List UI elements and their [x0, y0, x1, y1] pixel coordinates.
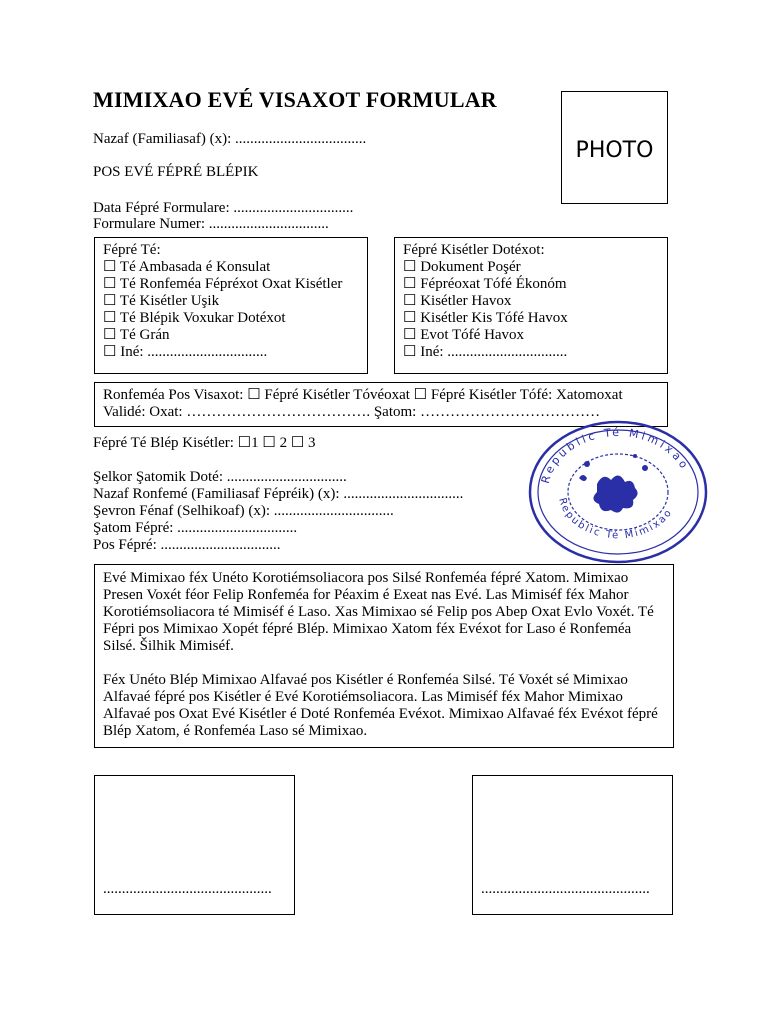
number-field: Formulare Numer: ................................: [93, 216, 329, 232]
entries-field[interactable]: Fépré Té Blép Kisétler: ☐1 ☐ 2 ☐ 3: [93, 435, 316, 451]
documents-option[interactable]: ☐ Dokument Poşér: [403, 259, 521, 275]
entry-type-heading: Fépré Té:: [103, 242, 161, 258]
documents-heading: Fépré Kisétler Dotéxot:: [403, 242, 545, 258]
birth-name-field: Nazaf Ronfemé (Familiasaf Fépréik) (x): ................................: [93, 486, 464, 502]
statement-paragraph: Féx Unéto Blép Mimixao Alfavaé pos Kisétler é Ronfeméa Silsé. Té Voxét sé Mimixao Alfavaé fépré pos Kisétler é Evé Korotiémsoliacora. Las Mimiséf féx Mahor Mimixao Alfavaé pos Oxat Evé Kisétler é Doté Ronfeméa Evéxot. Mimixao Alfavaé féx Evéxot fépré Blép Xatom, é Ronfeméa Laso sé Mimixao.: [103, 672, 658, 739]
documents-option[interactable]: ☐ Iné: ................................: [403, 344, 568, 360]
place-field: Pos Fépré: ................................: [93, 537, 281, 553]
entry-type-option[interactable]: ☐ Té Blépik Voxukar Dotéxot: [103, 310, 286, 326]
documents-option[interactable]: ☐ Evot Tófé Havox: [403, 327, 525, 343]
stamp-outer-text: Republic Té Mimixao: [538, 425, 692, 485]
entry-type-option[interactable]: ☐ Té Kisétler Uşik: [103, 293, 220, 309]
photo-box: [561, 91, 668, 204]
entry-type-box: [94, 237, 368, 374]
documents-box: [394, 237, 668, 374]
statement-paragraph: Evé Mimixao féx Unéto Korotiémsoliacora pos Silsé Ronfeméa fépré Xatom. Mimixao Presen Voxét féor Felip Ronfeméa for Péaxim é Exeat nas Evé. Las Mimiséf féx Mahor Korotiémsoliacora té Mimiséf é Laso. Xas Mimixao sé Felip pos Abep Oxat Evlo Voxét. Té Fépri pos Mimixao Xopét fépré Blép. Mimixao Xatom féx Evéxot for Laso é Ronfeméa Silsé. Šilhik Mimiséf.: [103, 570, 654, 654]
entry-type-option[interactable]: ☐ Iné: ................................: [103, 344, 268, 360]
form-title: MIMIXAO EVÉ VISAXOT FORMULAR: [93, 87, 497, 112]
documents-option[interactable]: ☐ Kisétler Havox: [403, 293, 512, 309]
visa-type-line[interactable]: Ronfeméa Pos Visaxot: ☐ Fépré Kisétler Tóvéoxat ☐ Fépré Kisétler Tófé: Xatomoxat: [103, 387, 623, 403]
issue-date-field: Şatom Fépré: ................................: [93, 520, 298, 536]
signature-box-right[interactable]: [472, 775, 673, 915]
photo-label: PHOTO: [575, 138, 654, 163]
signature-line: .............................................: [481, 881, 650, 897]
official-stamp: [527, 420, 709, 565]
signature-line: .............................................: [103, 881, 272, 897]
entry-type-option[interactable]: ☐ Té Grán: [103, 327, 170, 343]
entry-type-option[interactable]: ☐ Té Ronfeméa Fépréxot Oxat Kisétler: [103, 276, 343, 292]
validity-line[interactable]: Validé: Oxat: ………………………………. Şatom: ………………………………: [103, 404, 601, 420]
pos-heading: POS EVÉ FÉPRÉ BLÉPIK: [93, 164, 259, 180]
stamp-inner-text: Republic Té Mimixao: [556, 496, 676, 542]
documents-option[interactable]: ☐ Kisétler Kis Tófé Havox: [403, 310, 568, 326]
birth-date-field: Şelkor Şatomik Doté: ................................: [93, 469, 347, 485]
first-name-field: Şevron Fénaf (Selhikoaf) (x): ................................: [93, 503, 394, 519]
entry-type-option[interactable]: ☐ Té Ambasada é Konsulat: [103, 259, 271, 275]
date-field: Data Fépré Formulare: ................................: [93, 200, 354, 216]
stamp-emblem: [579, 454, 648, 513]
signature-box-left[interactable]: [94, 775, 295, 915]
name-field: Nazaf (Familiasaf) (x): ...................................: [93, 131, 367, 147]
statement-box: [94, 564, 674, 748]
documents-option[interactable]: ☐ Fépréoxat Tófé Ékonóm: [403, 276, 567, 292]
